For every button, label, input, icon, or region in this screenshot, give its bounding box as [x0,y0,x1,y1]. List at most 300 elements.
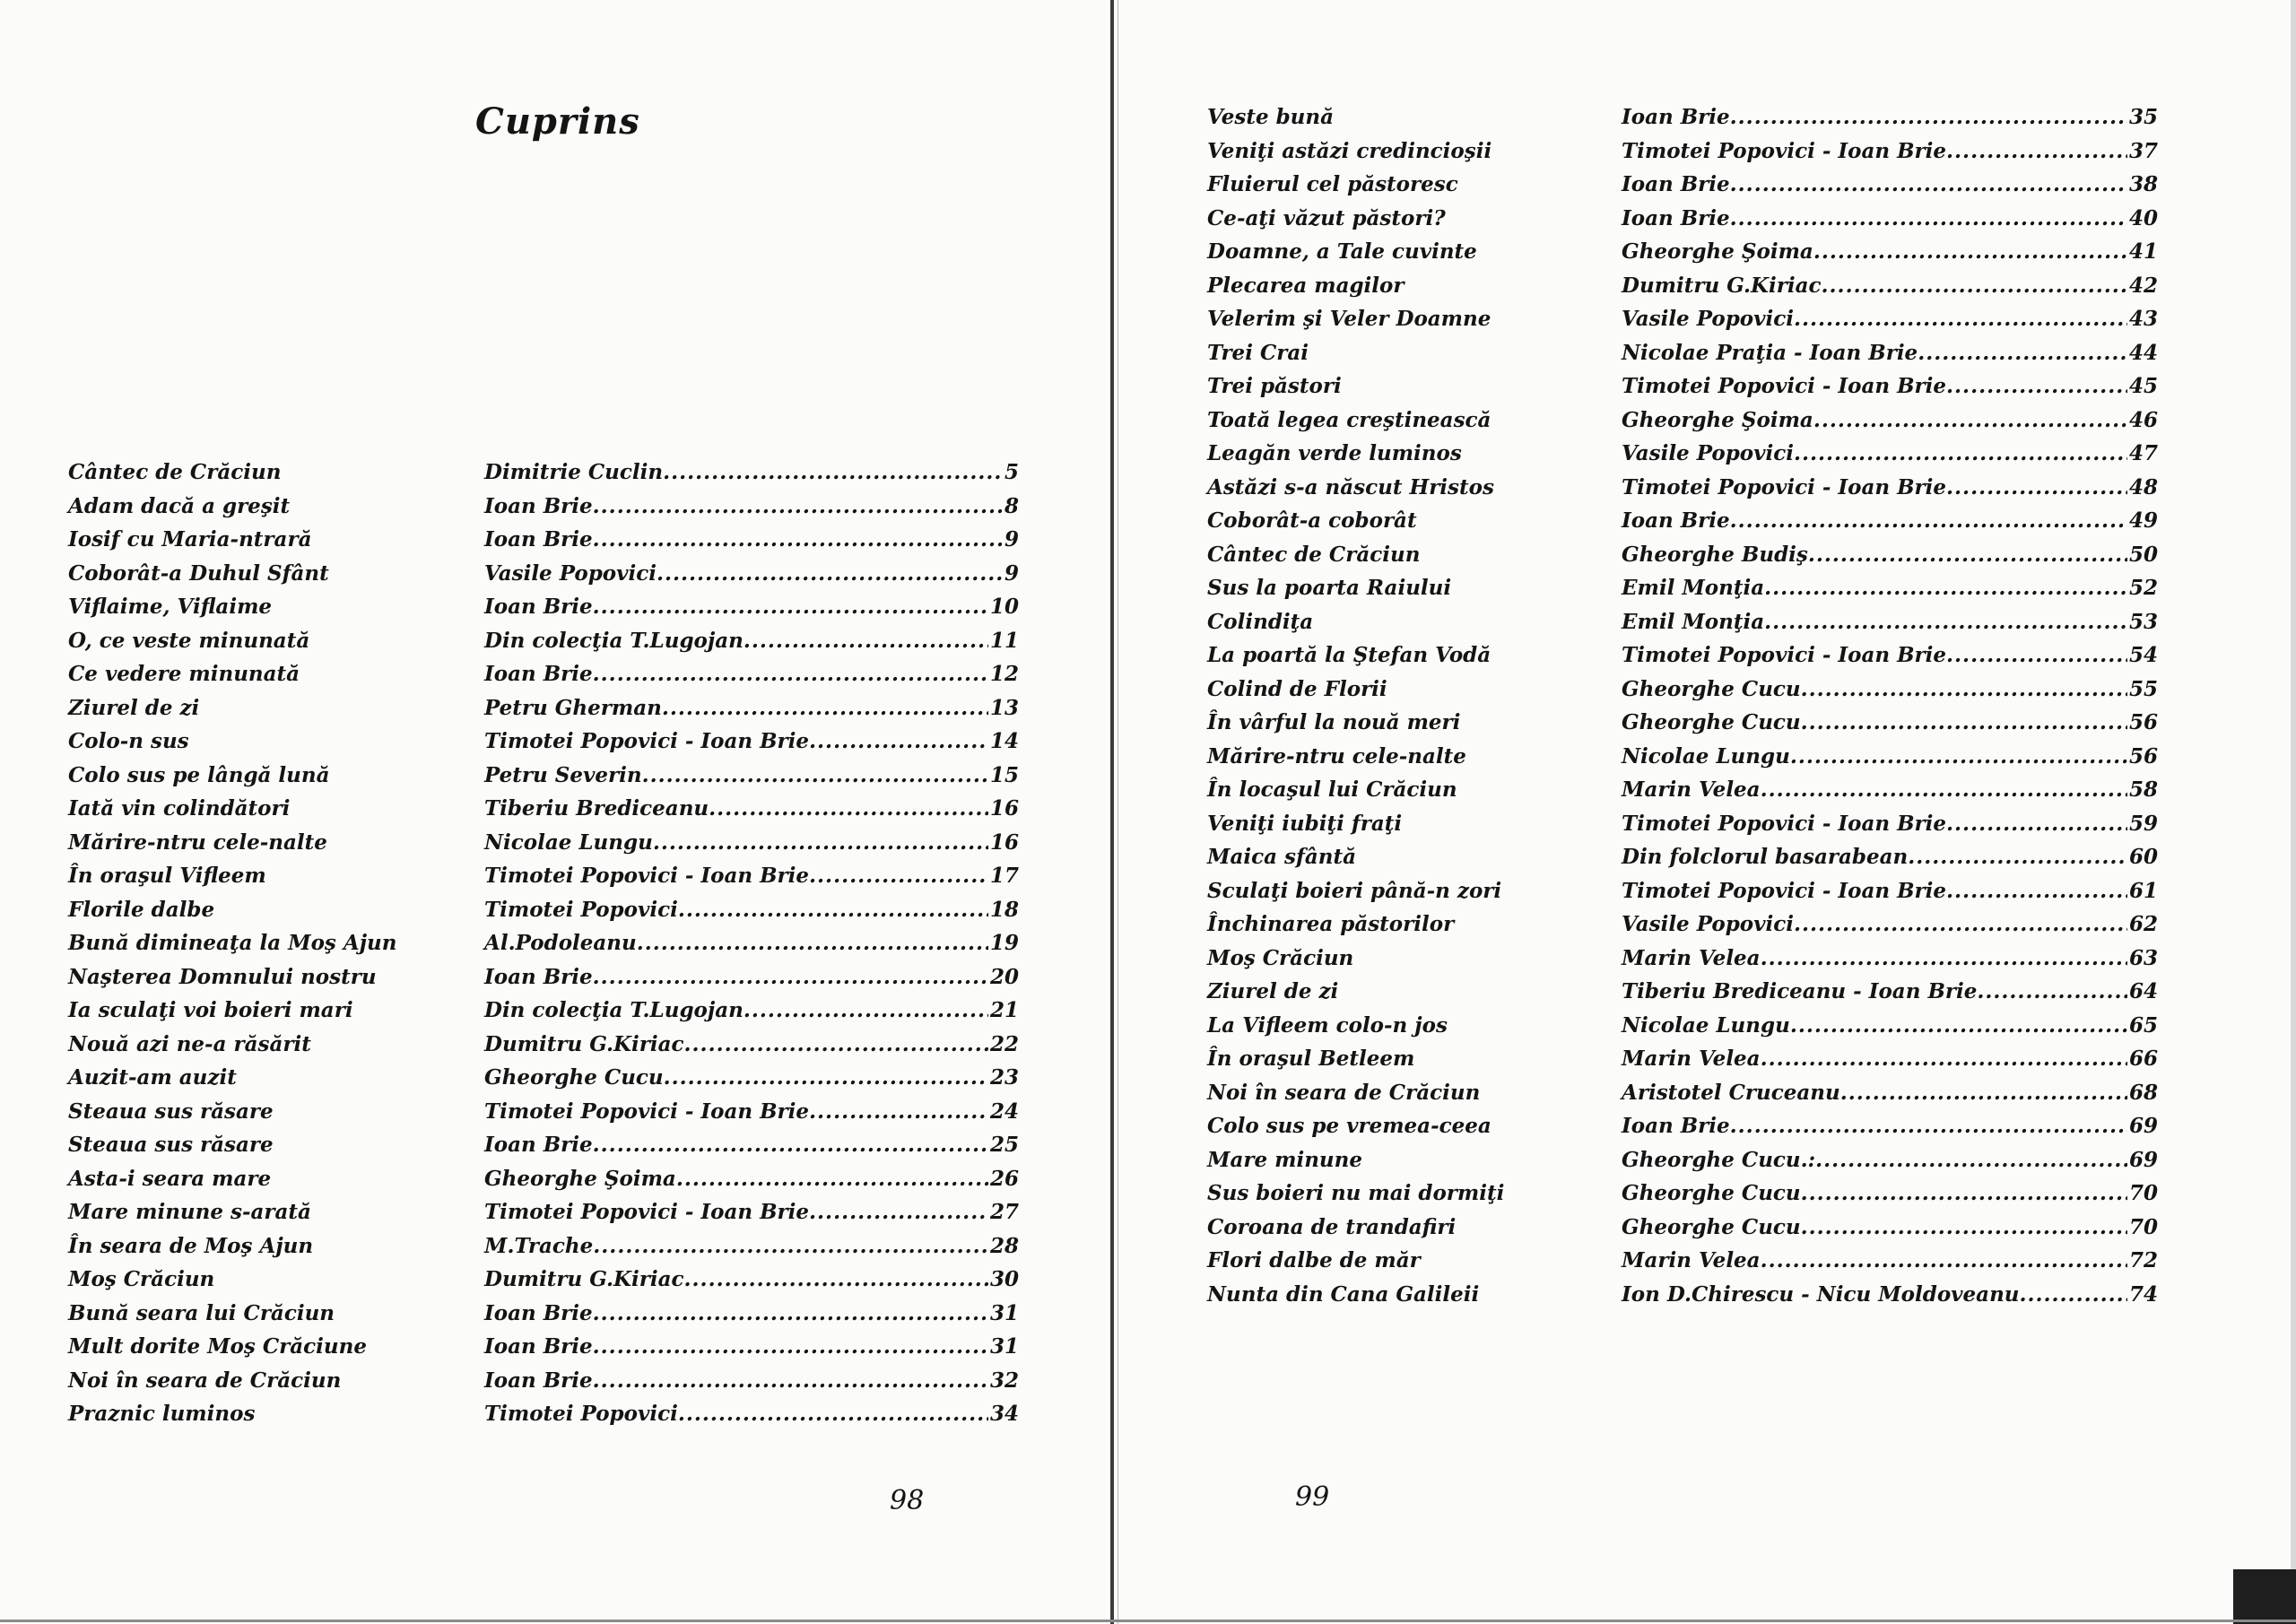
dot-leader [593,1364,988,1398]
toc-author: Ioan Brie [1622,172,1730,196]
toc-title: Sculaţi boieri până-n zori [1207,878,1502,903]
toc-page-number: 37 [2128,138,2158,163]
toc-author: Ioan Brie [484,1300,593,1325]
toc-title: Bună seara lui Crăciun [68,1300,335,1325]
toc-page-number: 27 [989,1200,1019,1224]
toc-page-number: 47 [2128,441,2158,465]
toc-author: Marin Velea [1622,777,1761,802]
toc-author: Timotei Popovici - Ioan Brie [1622,811,1947,836]
book-gutter [1110,0,1114,1624]
toc-author: Dumitru G.Kiriac [484,1267,684,1291]
toc-title: În seara de Moş Ajun [68,1233,314,1258]
toc-author: Gheorghe Cucu [1622,676,1801,701]
toc-page-number: 31 [989,1300,1019,1325]
toc-entry [1622,437,2158,471]
toc-author: Timotei Popovici - Ioan Brie [1622,474,1947,499]
toc-page-number: 42 [2128,273,2158,298]
toc-title: Fluierul cel păstoresc [1207,172,1458,196]
toc-author: Ioan Brie [484,964,593,989]
page-title: Cuprins [475,100,640,143]
dot-leader [1730,168,2127,202]
toc-page-number: 69 [2128,1147,2158,1172]
toc-page-number: 54 [2128,643,2158,667]
toc-title: Bună dimineaţa la Moş Ajun [68,931,397,955]
toc-title: Praznic luminos [68,1402,256,1426]
toc-entry [484,994,1019,1028]
dot-leader [593,490,1003,524]
toc-page-number: 10 [989,595,1019,619]
toc-author: Tiberiu Brediceanu - Ioan Brie [1622,979,1978,1003]
toc-author: Gheorghe Şoima [1622,407,1813,432]
toc-page-number: 64 [2128,979,2158,1003]
toc-title: Colind de Florii [1207,676,1387,701]
toc-author: Timotei Popovici - Ioan Brie [484,1099,810,1124]
toc-author: Din colecţia T.Lugojan [484,998,744,1022]
toc-entry [1622,975,2158,1009]
toc-entry [484,490,1019,524]
toc-entry [484,859,1019,893]
dot-leader [1908,840,2127,874]
dot-leader [1790,740,2127,774]
dot-leader [1761,1244,2127,1278]
toc-page-number: 21 [989,998,1019,1022]
toc-page-number: 23 [989,1065,1019,1090]
toc-title: Ce-aţi văzut păstori? [1207,205,1446,230]
toc-author: Gheorghe Şoima [1622,239,1813,264]
dot-leader [809,725,988,759]
toc-entry [484,759,1019,793]
toc-page-number: 72 [2128,1248,2158,1272]
toc-title: Ziurel de zi [1207,979,1339,1003]
toc-entry [1622,336,2158,370]
dot-leader [809,1095,988,1129]
toc-title: Iosif cu Maria-ntrară [68,527,312,551]
toc-entry [484,1330,1019,1364]
toc-title: Ziurel de zi [68,695,200,720]
toc-author: Gheorghe Cucu [1622,710,1801,734]
toc-entry [1622,740,2158,774]
dot-leader [2020,1278,2127,1312]
toc-author: Ioan Brie [1622,205,1730,230]
dot-leader [809,1195,988,1229]
toc-title: Colo sus pe vremea-ceea [1207,1114,1492,1138]
toc-entry [1622,235,2158,269]
toc-entry [1622,1211,2158,1245]
dot-leader [1801,673,2127,707]
toc-title: Ce vedere minunată [68,662,300,686]
toc-author: Nicolae Lungu [1622,743,1790,769]
page-number-right: 99 [1295,1481,1330,1513]
toc-entry [484,1297,1019,1331]
toc-page-number: 48 [2128,474,2158,499]
toc-author: Petru Gherman [484,695,662,720]
toc-entry [484,590,1019,624]
toc-title: Noi în seara de Crăciun [68,1368,342,1393]
toc-page-number: 22 [989,1031,1019,1056]
toc-author: Timotei Popovici - Ioan Brie [1622,643,1947,667]
toc-page-number: 8 [1004,493,1019,518]
toc-entry [1622,168,2158,202]
toc-entry [1622,673,2158,707]
toc-title: Maica sfântă [1207,845,1357,869]
toc-entry [484,1162,1019,1196]
dot-leader [1794,437,2127,471]
toc-author: Vasile Popovici [1622,912,1794,936]
dot-leader [1730,202,2127,236]
dot-leader [1764,605,2127,639]
toc-entry [1622,706,2158,740]
toc-page-number: 28 [989,1233,1019,1258]
toc-page-number: 11 [989,628,1019,653]
dot-leader [1946,369,2127,404]
toc-page-number: 70 [2128,1181,2158,1205]
toc-page-number: 40 [2128,205,2158,230]
toc-author: Dumitru G.Kiriac [484,1031,684,1056]
toc-entry [1622,1143,2158,1177]
toc-entry [1622,908,2158,942]
toc-page-number: 17 [989,864,1019,888]
dot-leader [678,893,988,927]
toc-author: Din colecţia T.Lugojan [484,628,744,653]
toc-title: Coborât-a coborât [1207,508,1417,533]
scan-bottom-edge [0,1620,2296,1622]
toc-entry [1622,202,2158,236]
left-entries-column [484,456,1019,1431]
toc-title: Florile dalbe [68,897,215,922]
toc-title: Steaua sus răsare [68,1099,274,1124]
toc-author: Gheorghe Budiş [1622,542,1808,567]
toc-title: Trei păstori [1207,374,1342,398]
dot-leader [664,1061,988,1095]
toc-author: Ioan Brie [484,595,593,619]
toc-entry [1622,471,2158,505]
toc-title: Moş Crăciun [1207,945,1354,970]
toc-entry [1622,571,2158,605]
toc-entry [484,1128,1019,1162]
toc-author: Ioan Brie [484,1368,593,1393]
toc-page-number: 61 [2128,878,2158,903]
toc-author: Gheorghe Şoima [484,1166,676,1191]
toc-author: Din folclorul basarabean [1622,845,1909,869]
toc-title: În oraşul Vifleem [68,864,266,888]
toc-page-number: 16 [989,829,1019,855]
toc-author: Timotei Popovici - Ioan Brie [484,1200,810,1224]
toc-entry [1622,1042,2158,1076]
toc-title: Mult dorite Moş Crăciune [68,1334,367,1359]
toc-page-number: 55 [2128,676,2158,701]
dot-leader [1918,336,2127,370]
dot-leader [1794,302,2127,336]
toc-page-number: 14 [989,729,1019,753]
toc-title: Cântec de Crăciun [68,460,282,484]
toc-entry [1622,942,2158,976]
toc-title: Mare minune [1207,1147,1362,1172]
toc-author: Ioan Brie [484,493,593,518]
toc-entry [484,960,1019,994]
toc-page-number: 15 [989,762,1019,787]
dot-leader [1840,1076,2127,1110]
dot-leader [593,523,1003,557]
toc-author: Nicolae Lungu [1622,1012,1790,1038]
toc-title: La Vifleem colo-n jos [1207,1012,1448,1038]
toc-title: Ia sculaţi voi boieri mari [68,998,353,1022]
toc-page-number: 66 [2128,1046,2158,1071]
toc-title: Cântec de Crăciun [1207,542,1421,567]
dot-leader [744,624,988,658]
toc-page-number: 20 [989,964,1019,989]
toc-entry [1622,773,2158,807]
toc-page-number: 45 [2128,374,2158,398]
toc-title: Mare minune s-arată [68,1200,311,1224]
toc-entry [484,926,1019,960]
toc-author: Ioan Brie [1622,105,1730,129]
toc-title: Asta-i seara mare [68,1166,272,1191]
toc-entry [1622,605,2158,639]
dot-leader [678,1397,988,1431]
toc-page-number: 26 [989,1166,1019,1191]
toc-entry [1622,638,2158,673]
dot-leader [653,826,988,860]
toc-entry [1622,302,2158,336]
toc-title: Velerim şi Veler Doamne [1207,307,1492,331]
dot-leader [1808,538,2127,572]
toc-page-number: 68 [2128,1080,2158,1105]
dot-leader [1794,908,2127,942]
page-number-left: 98 [890,1485,925,1516]
toc-author: Tiberiu Brediceanu [484,796,709,821]
toc-page-number: 74 [2128,1281,2158,1307]
toc-page-number: 65 [2128,1012,2158,1038]
toc-page-number: 53 [2128,609,2158,634]
toc-page-number: 62 [2128,912,2158,936]
dot-leader [1730,504,2127,538]
toc-title: Noi în seara de Crăciun [1207,1080,1481,1105]
toc-entry [1622,874,2158,908]
toc-page-number: 52 [2128,576,2158,600]
toc-title: Veste bună [1207,105,1335,129]
dot-leader [1813,235,2127,269]
right-titles-column [1207,100,1584,1311]
toc-entry [1622,269,2158,303]
toc-author: Timotei Popovici [484,1402,678,1426]
toc-entry [484,893,1019,927]
toc-author: Ioan Brie [484,1334,593,1359]
dot-leader [1946,874,2127,908]
toc-author: Marin Velea [1622,945,1761,970]
toc-author: Aristotel Cruceanu [1622,1080,1840,1105]
toc-page-number: 9 [1004,527,1019,551]
dot-leader [1801,1211,2127,1245]
toc-entry [1622,100,2158,135]
toc-title: Leagăn verde luminos [1207,441,1462,465]
toc-page-number: 35 [2128,105,2158,129]
toc-page-number: 60 [2128,845,2158,869]
toc-author: Dimitrie Cuclin [484,460,664,484]
toc-title: Viflaime, Viflaime [68,595,273,619]
toc-title: În oraşul Betleem [1207,1046,1415,1071]
toc-title: Închinarea păstorilor [1207,912,1455,936]
toc-page-number: 12 [989,662,1019,686]
toc-author: Vasile Popovici [1622,307,1794,331]
dot-leader [593,1297,988,1331]
toc-title: Plecarea magilor [1207,273,1405,298]
toc-title: O, ce veste minunată [68,628,310,653]
toc-page-number: 56 [2128,710,2158,734]
dot-leader [684,1028,988,1062]
toc-author: Gheorghe Cucu [1622,1214,1801,1239]
toc-page-number: 34 [989,1402,1019,1426]
toc-title: Veniţi astăzi credincioşii [1207,138,1492,163]
toc-entry [484,523,1019,557]
toc-entry [484,1195,1019,1229]
right-entries-column [1622,100,2158,1311]
toc-entry [1622,404,2158,438]
toc-page-number: 49 [2128,508,2158,533]
toc-page-number: 44 [2128,340,2158,365]
toc-page-number: 70 [2128,1214,2158,1239]
dot-leader [593,960,988,994]
page-edge [2291,0,2296,1624]
toc-entry [484,1364,1019,1398]
toc-entry [1622,1009,2158,1043]
dot-leader [1790,1009,2127,1043]
toc-page-number: 59 [2128,811,2158,836]
toc-page-number: 31 [989,1334,1019,1359]
dot-leader [809,859,988,893]
toc-title: Trei Crai [1207,340,1309,365]
toc-page-number: 46 [2128,407,2158,432]
dot-leader [593,590,988,624]
toc-author: Gheorghe Cucu.: [1622,1147,1816,1172]
toc-author: Timotei Popovici - Ioan Brie [1622,374,1947,398]
dot-leader [1764,571,2127,605]
dot-leader [1730,1109,2127,1143]
toc-page-number: 56 [2128,743,2158,769]
toc-entry [1622,1076,2158,1110]
left-titles-column [68,456,445,1431]
toc-title: Mărire-ntru cele-nalte [1207,743,1466,769]
dot-leader [1761,1042,2127,1076]
toc-entry [1622,1244,2158,1278]
toc-title: Iată vin colindători [68,796,291,821]
toc-title: Sus la poarta Raiului [1207,576,1452,600]
toc-entry [484,826,1019,860]
dot-leader [1946,471,2127,505]
toc-title: Colindiţa [1207,609,1314,634]
toc-entry [484,1397,1019,1431]
scan-dark-corner [2233,1569,2296,1624]
toc-page-number: 41 [2128,239,2158,264]
toc-title: Colo sus pe lângă lună [68,762,330,787]
toc-page-number: 16 [989,796,1019,821]
toc-author: Petru Severin [484,762,642,787]
dot-leader [684,1263,988,1297]
toc-entry [1622,538,2158,572]
toc-author: Ioan Brie [1622,1114,1730,1138]
toc-entry [1622,807,2158,841]
toc-title: Mărire-ntru cele-nalte [68,829,327,855]
dot-leader [593,1229,988,1264]
toc-author: Vasile Popovici [484,560,657,586]
toc-author: Ioan Brie [1622,508,1730,533]
dot-leader [1801,1177,2127,1211]
toc-entry [484,624,1019,658]
toc-page-number: 19 [989,931,1019,955]
toc-title: Flori dalbe de măr [1207,1248,1421,1272]
toc-page-number: 58 [2128,777,2158,802]
dot-leader [1761,942,2127,976]
toc-entry [484,1061,1019,1095]
toc-author: Nicolae Lungu [484,829,653,855]
toc-author: Dumitru G.Kiriac [1622,273,1822,298]
toc-title: Auzit-am auzit [68,1065,237,1090]
toc-author: Al.Podoleanu [484,931,637,955]
toc-entry [484,1229,1019,1264]
toc-author: Gheorghe Cucu [484,1065,664,1090]
toc-author: Ioan Brie [484,527,593,551]
toc-page-number: 13 [989,695,1019,720]
toc-author: Timotei Popovici - Ioan Brie [484,729,810,753]
dot-leader [1813,404,2127,438]
toc-page-number: 25 [989,1133,1019,1157]
dot-leader [1946,807,2127,841]
toc-author: Ioan Brie [484,662,593,686]
toc-author: Emil Monţia [1622,609,1765,634]
toc-title: Astăzi s-a născut Hristos [1207,474,1494,499]
toc-title: Nunta din Cana Galileii [1207,1281,1480,1307]
toc-entry [484,657,1019,691]
toc-page-number: 18 [989,897,1019,922]
toc-entry [484,1263,1019,1297]
toc-title: Toată legea creştinească [1207,407,1492,432]
toc-page-number: 63 [2128,945,2158,970]
dot-leader [744,994,988,1028]
toc-title: La poartă la Ştefan Vodă [1207,643,1492,667]
toc-page-number: 32 [989,1368,1019,1393]
toc-author: Marin Velea [1622,1248,1761,1272]
toc-author: Emil Monţia [1622,576,1765,600]
toc-entry [484,456,1019,490]
toc-title: Veniţi iubiţi fraţi [1207,811,1403,836]
dot-leader [1946,135,2127,169]
toc-entry [1622,1109,2158,1143]
toc-entry [1622,840,2158,874]
toc-title: Sus boieri nu mai dormiţi [1207,1181,1505,1205]
dot-leader [642,759,988,793]
toc-author: M.Trache [484,1233,594,1258]
toc-title: În locaşul lui Crăciun [1207,777,1457,802]
toc-page-number: 43 [2128,307,2158,331]
toc-author: Vasile Popovici [1622,441,1794,465]
dot-leader [709,792,988,826]
toc-author: Ioan Brie [484,1133,593,1157]
toc-entry [484,691,1019,725]
toc-page-number: 24 [989,1099,1019,1124]
dot-leader [676,1162,988,1196]
toc-author: Ion D.Chirescu - Nicu Moldoveanu [1622,1281,2020,1307]
toc-page-number: 5 [1004,460,1019,484]
dot-leader [662,691,988,725]
toc-entry [1622,504,2158,538]
toc-page-number: 9 [1004,560,1019,586]
dot-leader [657,557,1003,591]
toc-entry [1622,369,2158,404]
dot-leader [1822,269,2127,303]
toc-author: Gheorghe Cucu [1622,1181,1801,1205]
toc-page-number: 38 [2128,172,2158,196]
toc-title: Coroana de trandafiri [1207,1214,1457,1239]
toc-page-number: 69 [2128,1114,2158,1138]
